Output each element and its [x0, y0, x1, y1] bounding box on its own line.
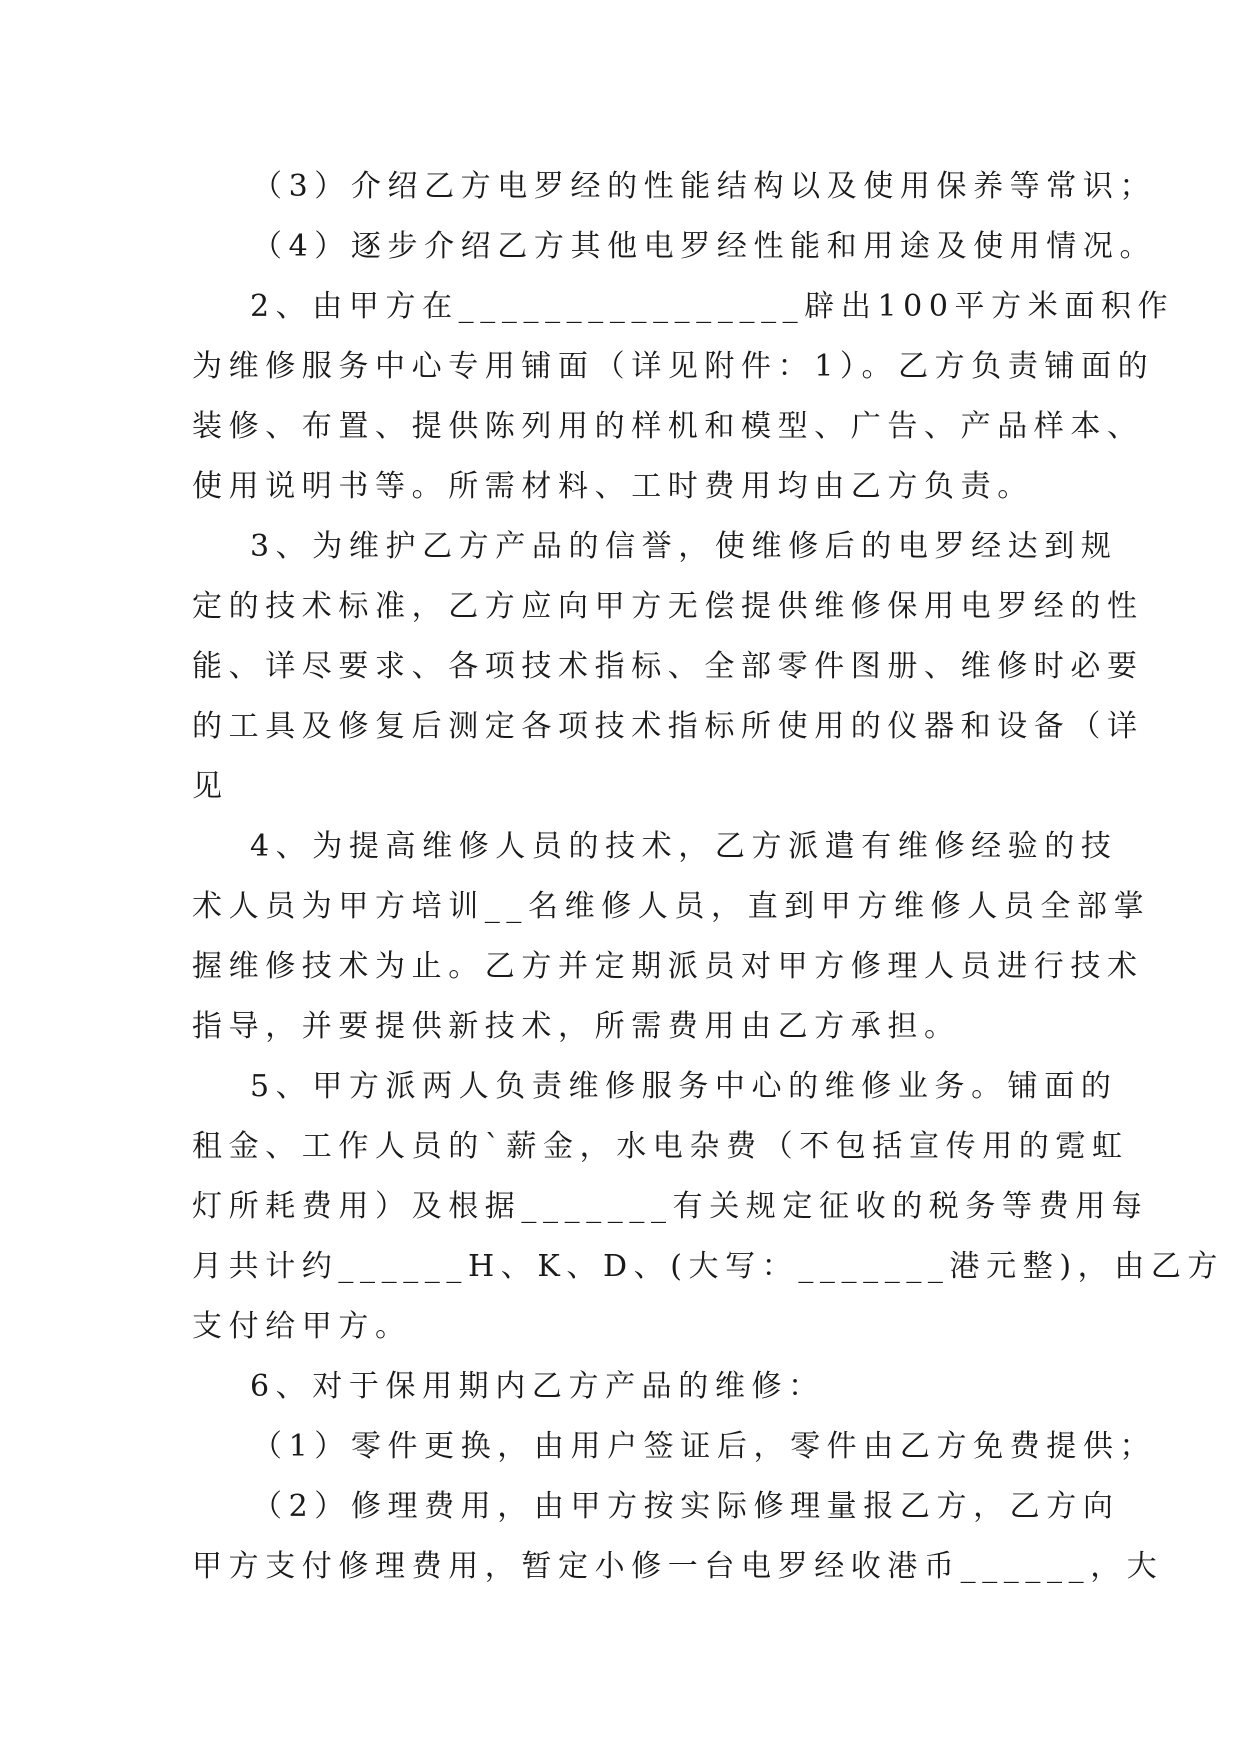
paragraph: [192, 517, 1144, 817]
text-line: （4）逐步介绍乙方其他电罗经性能和用途及使用情况。: [252, 229, 1157, 264]
text-line: （3）介绍乙方电罗经的性能结构以及使用保养等常识；: [252, 169, 1157, 204]
text-line: 的工具及修复后测定各项技术指标所使用的仪器和设备（详: [192, 709, 1144, 744]
paragraph: [192, 1057, 1225, 1357]
text-line: 定的技术标准，乙方应向甲方无偿提供维修保用电罗经的性: [192, 589, 1144, 624]
text-line: 见: [192, 769, 229, 804]
document-body: [192, 157, 1225, 1597]
paragraph: [192, 817, 1151, 1057]
text-line: 月共计约______H、K、D、(大写：_______港元整)，由乙方: [192, 1249, 1225, 1284]
text-line: （1）零件更换，由用户签证后，零件由乙方免费提供；: [252, 1429, 1157, 1464]
paragraph: [192, 1417, 1157, 1477]
text-line: 使用说明书等。所需材料、工时费用均由乙方负责。: [192, 469, 1034, 504]
paragraph: [192, 1357, 1057, 1417]
paragraph: [192, 217, 1157, 277]
paragraph: [192, 1477, 1120, 1537]
text-line: 3、为维护乙方产品的信誉，使维修后的电罗经达到规: [250, 529, 1118, 564]
text-line: 甲方支付修理费用，暂定小修一台电罗经收港币______，大: [192, 1549, 1164, 1584]
text-line: 租金、工作人员的`薪金，水电杂费（不包括宣传用的霓虹: [192, 1129, 1129, 1164]
text-line: 5、甲方派两人负责维修服务中心的维修业务。铺面的: [250, 1069, 1118, 1104]
text-line: 装修、布置、提供陈列用的样机和模型、广告、产品样本、: [192, 409, 1144, 444]
text-line: 为维修服务中心专用铺面（详见附件：1）。乙方负责铺面的: [192, 349, 1155, 384]
paragraph: [192, 277, 1175, 517]
text-line: 指导，并要提供新技术，所需费用由乙方承担。: [192, 1009, 961, 1044]
text-line: 2、由甲方在________________辟出100平方米面积作: [250, 289, 1175, 324]
text-line: 能、详尽要求、各项技术指标、全部零件图册、维修时必要: [192, 649, 1144, 684]
text-line: 握维修技术为止。乙方并定期派员对甲方修理人员进行技术: [192, 949, 1144, 984]
paragraph: [192, 1537, 1164, 1597]
text-line: （2）修理费用，由甲方按实际修理量报乙方，乙方向: [252, 1489, 1120, 1524]
text-line: 6、对于保用期内乙方产品的维修：: [250, 1369, 825, 1404]
text-line: 支付给甲方。: [192, 1309, 412, 1344]
paragraph: [192, 157, 1157, 217]
text-line: 术人员为甲方培训__名维修人员，直到甲方维修人员全部掌: [192, 889, 1151, 924]
text-line: 4、为提高维修人员的技术，乙方派遣有维修经验的技: [250, 829, 1118, 864]
text-line: 灯所耗费用）及根据_______有关规定征收的税务等费用每: [192, 1189, 1149, 1224]
